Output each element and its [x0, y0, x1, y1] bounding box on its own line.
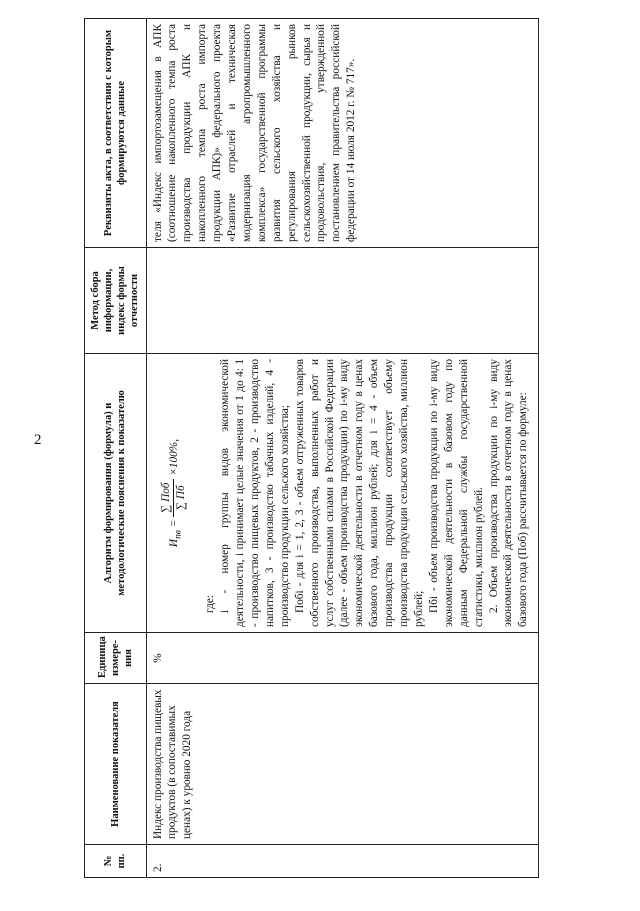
- indicator-table: [84, 18, 539, 878]
- formula: $И_{пв}$ = ∑ Поб ∑ Пб ×100%,: [159, 438, 188, 548]
- formula-tail: ×100%,: [167, 438, 180, 476]
- where-label: где:: [204, 595, 217, 613]
- row-num: 2.: [146, 845, 539, 878]
- algorithm-p4: 2. Объем производства продукции по i-му виду экономической деятельности в отчетном году в ценах базового года (Поб) рассчитывается по формуле:: [487, 359, 530, 627]
- rotated-table-wrapper: [84, 18, 539, 878]
- header-algorithm: Алгоритм формирования (формула) и методологические пояснения к показателю: [85, 354, 147, 633]
- header-method: Метод сбора информации, индекс формы отчетности: [85, 248, 147, 354]
- formula-lhs-sub: пв: [172, 530, 183, 539]
- formula-lhs: И: [167, 538, 180, 548]
- algorithm-p1: i - номер группы видов экономической деятельности, i принимает целые значения от 1 до 4: 1 - производство пищевых продуктов, 2 - производство напитков, 3 - производство табачных изделий, 4 - производство продукции сельского хозяйства;: [219, 359, 291, 627]
- formula-numerator: ∑ Поб: [159, 479, 175, 517]
- row-method: [146, 248, 539, 354]
- table-header-row: [85, 19, 147, 878]
- header-requisites: Реквизиты акта, в соответствии с которым формируются данные: [85, 19, 147, 248]
- algorithm-p2: Побi - для i = 1, 2, 3 - объем отгруженных товаров собственного производства, выполненных работ и услуг собственными силами в Российской Федерации (далее - объем производства продукции) по i-му виду экономической деятельности в отчетном году в ценах базового года, миллион рублей; для i = 4 - объем производства продукции соответствует объему производства продукции сельского хозяйства, миллион рублей;: [293, 359, 425, 627]
- table-row: [146, 19, 539, 878]
- header-unit: Единица измере-ния: [85, 633, 147, 684]
- row-unit: %: [146, 633, 539, 684]
- row-requisites: теля «Индекс импортозамещения в АПК (соотношение накопленного темпа роста производства продукции АПК и накопленного темпа роста импорта продукции АПК)» федерального проекта «Развитие отраслей и техническая модернизация агропромышленного комплекса» государственной программы развития сельского хозяйства и регулирования рынков сельскохозяйственной продукции, сырья и продовольствия, утвержденной постановлением правительства российской федерации от 14 июля 2012 г. № 717».: [146, 19, 539, 248]
- formula-denominator: ∑ Пб: [175, 485, 188, 511]
- algorithm-p3: Пбi - объем производства продукции по i-му виду экономической деятельности в базовом году по данным Федеральной службы государственной статистики, миллион рублей.: [427, 359, 485, 627]
- row-name: Индекс производства пищевых продуктов (в сопоставимых ценах) к уровню 2020 года: [146, 684, 539, 845]
- formula-fraction: [159, 479, 190, 517]
- header-num: № пп.: [85, 845, 147, 878]
- row-algorithm: [146, 354, 539, 633]
- header-name: Наименование показателя: [85, 684, 147, 845]
- page-number: 2: [34, 432, 42, 448]
